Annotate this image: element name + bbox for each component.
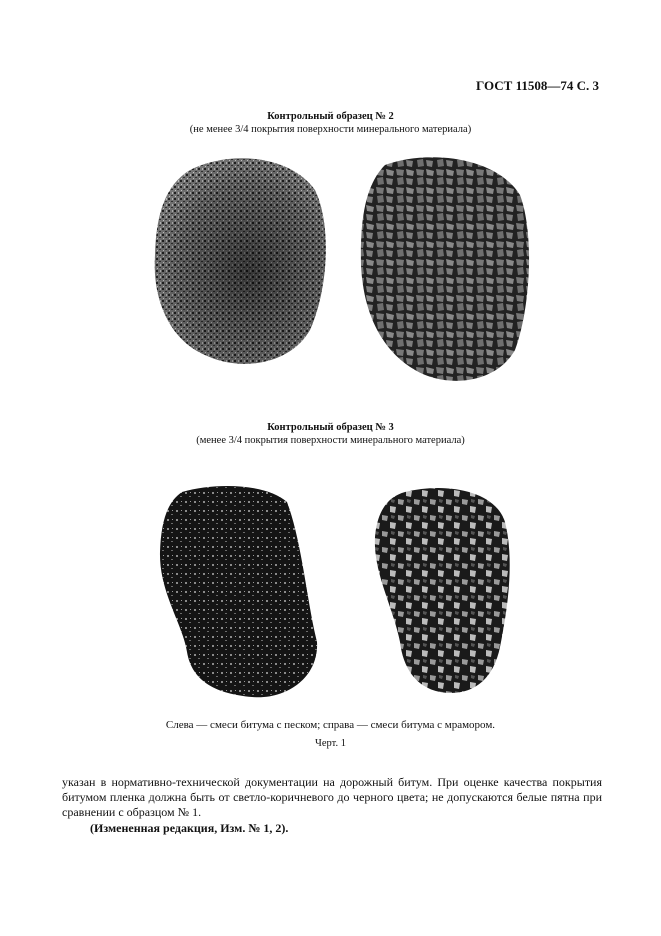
sample-3-marble-photo bbox=[365, 482, 530, 702]
sample-3-subtitle: (менее 3/4 покрытия поверхности минерального материала) bbox=[196, 435, 465, 446]
sample-2-marble-photo bbox=[355, 150, 535, 390]
body-paragraph-text: указан в нормативно-технической документации на дорожный битум. При оценке качества покрытия битумом пленка должна быть от светло-коричневого до черного цвета; не допускаются белые пятна при сравнении с образцом № 1. bbox=[62, 775, 602, 819]
sample-2-title: Контрольный образец № 2 bbox=[267, 111, 394, 122]
amendment-note: (Измененная редакция, Изм. № 1, 2). bbox=[90, 821, 289, 835]
page-header: ГОСТ 11508—74 С. 3 bbox=[476, 78, 599, 93]
figure-caption: Слева — смеси битума с песком; справа — смеси битума с мрамором. bbox=[165, 719, 496, 731]
sample-2-sand-photo bbox=[150, 150, 330, 375]
sample-3-title: Контрольный образец № 3 bbox=[267, 422, 394, 433]
figure-label: Черт. 1 bbox=[315, 738, 346, 749]
sample-3-sand-photo bbox=[157, 482, 322, 702]
sample-2-subtitle: (не менее 3/4 покрытия поверхности минерального материала) bbox=[189, 124, 472, 135]
body-paragraph bbox=[62, 775, 602, 820]
